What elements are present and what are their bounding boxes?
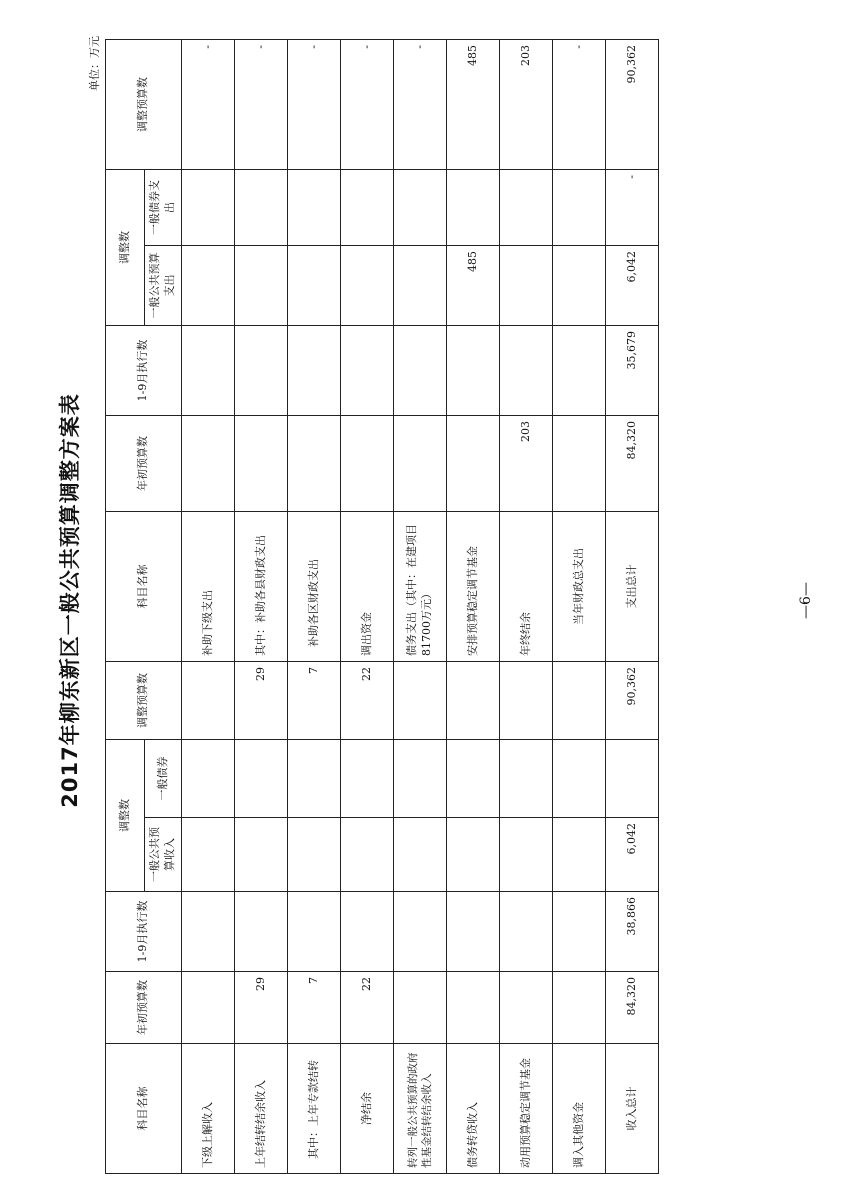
- expense-name: 债务支出（其中：在建项目81700万元）: [394, 512, 447, 662]
- income-adj-general: [341, 818, 394, 892]
- income-adj-bond: [341, 740, 394, 818]
- income-adjusted: 7: [288, 662, 341, 740]
- income-total-initial: 84,320: [606, 972, 659, 1044]
- expense-executed: [394, 326, 447, 416]
- income-name: 净结余: [341, 1044, 394, 1174]
- header-adjusted-income: 调整预算数: [106, 662, 182, 740]
- table-row: [182, 40, 235, 1174]
- income-name: 债务转贷收入: [447, 1044, 500, 1174]
- expense-executed: [341, 326, 394, 416]
- income-name: 上年结转结余收入: [235, 1044, 288, 1174]
- expense-adj-bond: [341, 170, 394, 246]
- expense-adj-general: [553, 246, 606, 326]
- header-executed-expense: 1-9月执行数: [106, 326, 182, 416]
- income-adj-general: [394, 818, 447, 892]
- income-adj-general: [500, 818, 553, 892]
- expense-initial: [553, 416, 606, 512]
- header-subject-expense: 科目名称: [106, 512, 182, 662]
- expense-adj-general: [288, 246, 341, 326]
- expense-total-adjusted: 90,362: [606, 40, 659, 170]
- header-adj-bond-expense: 一般债券支出: [145, 170, 182, 246]
- header-adj-general-expense: 一般公共预算支出: [145, 246, 182, 326]
- header-initial-expense: 年初预算数: [106, 416, 182, 512]
- table-row: [553, 40, 606, 1174]
- income-adj-general: [235, 818, 288, 892]
- income-adj-bond: [182, 740, 235, 818]
- expense-initial: [182, 416, 235, 512]
- expense-initial: [235, 416, 288, 512]
- expense-adj-bond: [235, 170, 288, 246]
- income-name: 调入其他资金: [553, 1044, 606, 1174]
- expense-name: 补助各区财政支出: [288, 512, 341, 662]
- income-adjusted: 29: [235, 662, 288, 740]
- expense-adjusted: 203: [500, 40, 553, 170]
- income-executed: [553, 892, 606, 972]
- income-executed: [235, 892, 288, 972]
- expense-adjusted: -: [235, 40, 288, 170]
- expense-initial: [288, 416, 341, 512]
- expense-adj-bond: [288, 170, 341, 246]
- income-name: 下级上解收入: [182, 1044, 235, 1174]
- expense-initial: [394, 416, 447, 512]
- income-adj-general: [447, 818, 500, 892]
- header-initial-income: 年初预算数: [106, 972, 182, 1044]
- income-total-label: 收入总计: [606, 1044, 659, 1174]
- page-title: 2017年柳东新区一般公共预算调整方案表: [58, 393, 82, 808]
- income-initial: [182, 972, 235, 1044]
- income-adjusted: [553, 662, 606, 740]
- table-row: [447, 40, 500, 1174]
- income-adj-bond: [553, 740, 606, 818]
- expense-adjusted: -: [182, 40, 235, 170]
- expense-executed: [235, 326, 288, 416]
- income-executed: [288, 892, 341, 972]
- table-row: [394, 40, 447, 1174]
- income-executed: [447, 892, 500, 972]
- income-adj-bond: [288, 740, 341, 818]
- income-adj-bond: [500, 740, 553, 818]
- expense-name: 其中：补助各县财政支出: [235, 512, 288, 662]
- expense-initial: [341, 416, 394, 512]
- income-adjusted: [500, 662, 553, 740]
- income-name: 转列一般公共预算的政府性基金结转结余收入: [394, 1044, 447, 1174]
- expense-adj-bond: [182, 170, 235, 246]
- income-initial: [553, 972, 606, 1044]
- income-total-executed: 38,866: [606, 892, 659, 972]
- income-initial: [447, 972, 500, 1044]
- totals-row: [606, 40, 659, 1174]
- expense-adj-general: [341, 246, 394, 326]
- expense-total-initial: 84,320: [606, 416, 659, 512]
- expense-executed: [500, 326, 553, 416]
- income-total-adjusted: 90,362: [606, 662, 659, 740]
- income-adj-bond: [447, 740, 500, 818]
- expense-adj-general: 485: [447, 246, 500, 326]
- header-adjust-income: 调整数: [106, 740, 145, 892]
- unit-label: 单位：万元: [88, 36, 101, 91]
- header-adjust-expense: 调整数: [106, 170, 145, 326]
- income-adj-general: [553, 818, 606, 892]
- income-executed: [182, 892, 235, 972]
- header-row-1: [106, 40, 145, 1174]
- header-adjusted-expense: 调整预算数: [106, 40, 182, 170]
- expense-adj-bond: [553, 170, 606, 246]
- table-row: [341, 40, 394, 1174]
- expense-adj-general: [182, 246, 235, 326]
- expense-name: 年终结余: [500, 512, 553, 662]
- income-initial: 29: [235, 972, 288, 1044]
- expense-name: 安排预算稳定调节基金: [447, 512, 500, 662]
- table-row: [235, 40, 288, 1174]
- expense-adjusted: -: [394, 40, 447, 170]
- income-adj-general: [182, 818, 235, 892]
- expense-adjusted: -: [341, 40, 394, 170]
- income-adjusted: [182, 662, 235, 740]
- expense-initial: [447, 416, 500, 512]
- income-adj-bond: [235, 740, 288, 818]
- expense-adj-bond: [447, 170, 500, 246]
- income-total-adj-bond: [606, 740, 659, 818]
- header-subject-income: 科目名称: [106, 1044, 182, 1174]
- income-initial: [500, 972, 553, 1044]
- expense-adj-bond: [500, 170, 553, 246]
- expense-total-executed: 35,679: [606, 326, 659, 416]
- income-executed: [500, 892, 553, 972]
- expense-adjusted: -: [553, 40, 606, 170]
- expense-executed: [288, 326, 341, 416]
- expense-executed: [447, 326, 500, 416]
- table-row: [288, 40, 341, 1174]
- income-adjusted: [447, 662, 500, 740]
- income-total-adj-general: 6,042: [606, 818, 659, 892]
- expense-initial: 203: [500, 416, 553, 512]
- income-executed: [341, 892, 394, 972]
- expense-executed: [182, 326, 235, 416]
- income-adj-bond: [394, 740, 447, 818]
- expense-adj-bond: [394, 170, 447, 246]
- income-initial: 22: [341, 972, 394, 1044]
- table-row: [500, 40, 553, 1174]
- expense-total-adj-bond: -: [606, 170, 659, 246]
- income-adj-general: [288, 818, 341, 892]
- income-initial: 7: [288, 972, 341, 1044]
- expense-adj-general: [500, 246, 553, 326]
- expense-name: 调出资金: [341, 512, 394, 662]
- income-name: 其中：上年专款结转: [288, 1044, 341, 1174]
- expense-executed: [553, 326, 606, 416]
- expense-adj-general: [235, 246, 288, 326]
- page-number: —6—: [798, 582, 814, 619]
- expense-name: 当年财政总支出: [553, 512, 606, 662]
- income-name: 动用预算稳定调节基金: [500, 1044, 553, 1174]
- expense-total-label: 支出总计: [606, 512, 659, 662]
- expense-adj-general: [394, 246, 447, 326]
- expense-total-adj-general: 6,042: [606, 246, 659, 326]
- header-adj-general-income: 一般公共预算收入: [145, 818, 182, 892]
- expense-adjusted: -: [288, 40, 341, 170]
- income-adjusted: 22: [341, 662, 394, 740]
- header-adj-bond-income: 一般债券: [145, 740, 182, 818]
- income-initial: [394, 972, 447, 1044]
- budget-table: [105, 39, 659, 1174]
- income-executed: [394, 892, 447, 972]
- expense-name: 补助下级支出: [182, 512, 235, 662]
- income-adjusted: [394, 662, 447, 740]
- expense-adjusted: 485: [447, 40, 500, 170]
- header-executed-income: 1-9月执行数: [106, 892, 182, 972]
